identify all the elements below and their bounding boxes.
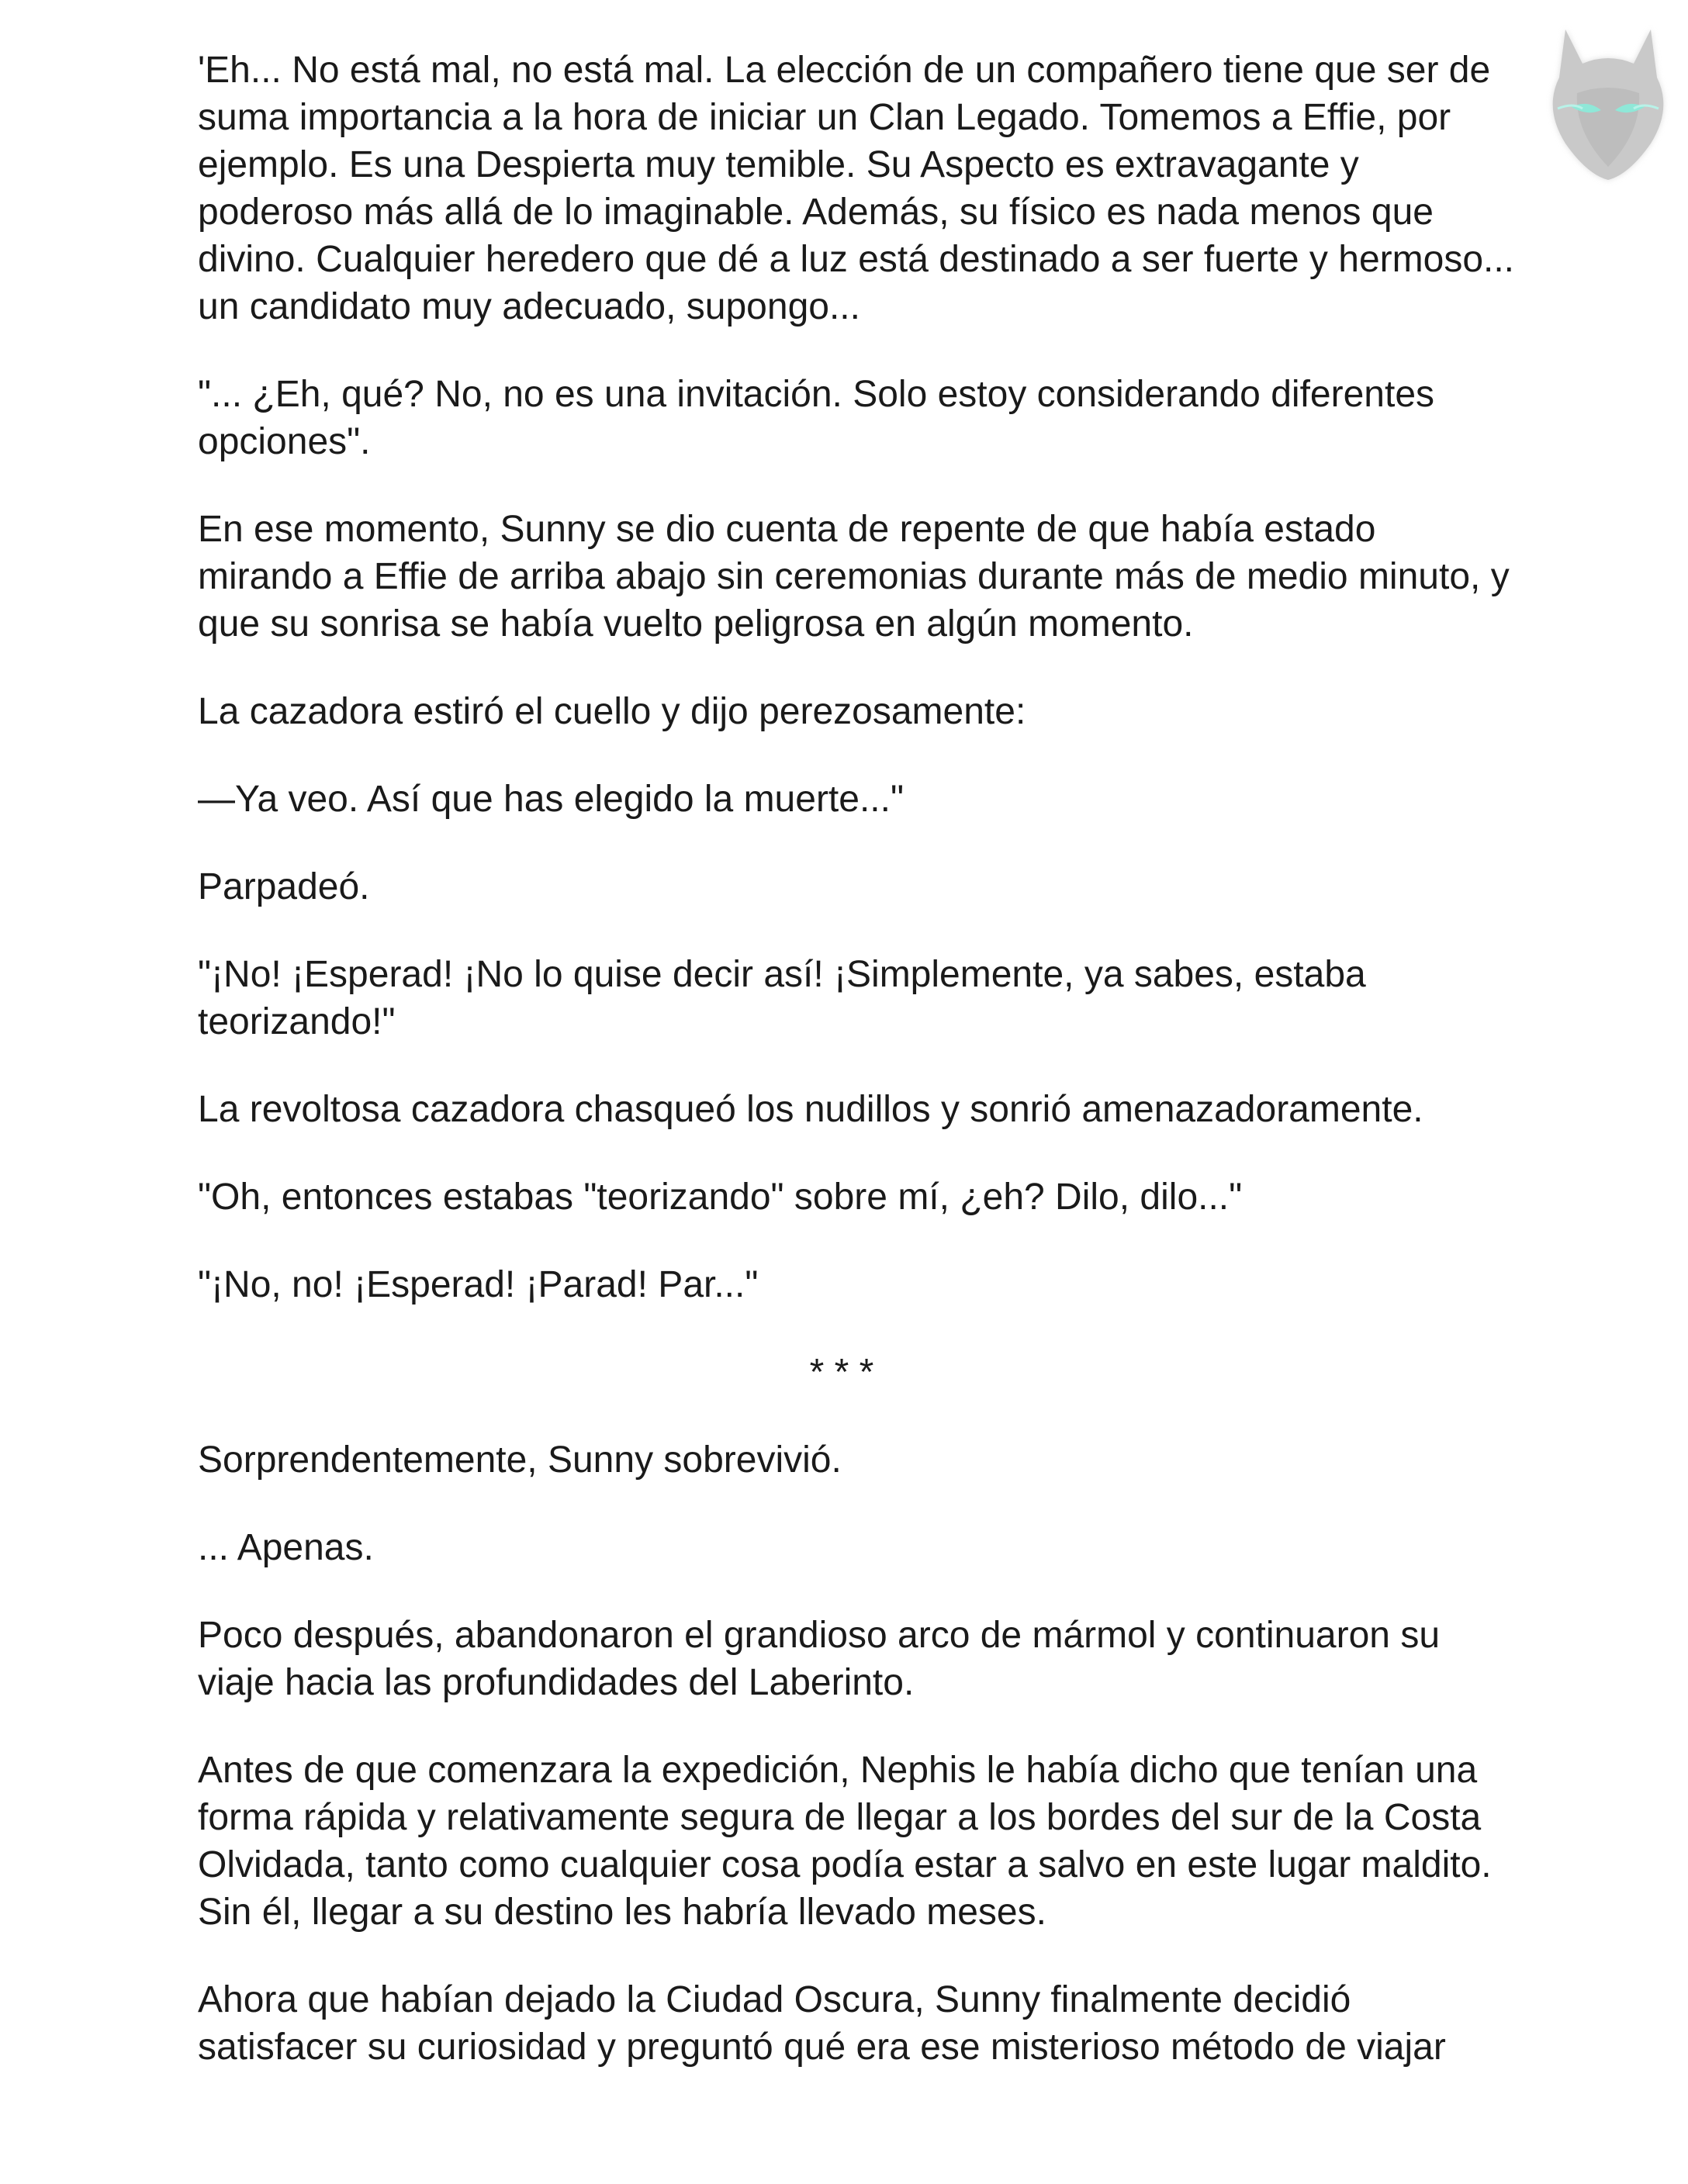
scene-separator: * * *: [809, 1352, 874, 1393]
paragraph: —Ya veo. Así que has elegido la muerte...": [198, 779, 905, 820]
paragraph: 'Eh... No está mal, no está mal. La elección de un compañero tiene que ser de suma importancia a la hora de iniciar un Clan Legado. Tomemos a Effie, por ejemplo. Es una Despierta muy temible. Su Aspecto es extravagante y poderoso más allá de lo imaginable. Además, su físico es nada menos que divino. Cualquier heredero que dé a luz está destinado a ser fuerte y hermoso... un candidato muy adecuado, supongo...: [198, 50, 1515, 327]
paragraph: "Oh, entonces estabas "teorizando" sobre mí, ¿eh? Dilo, dilo...": [198, 1177, 1243, 1218]
paragraph: "¡No, no! ¡Esperad! ¡Parad! Par...": [198, 1264, 759, 1305]
horned-demon-head-icon: [1534, 16, 1682, 186]
text-body: [198, 47, 1517, 2111]
paragraph: ... Apenas.: [198, 1527, 374, 1568]
paragraph: La cazadora estiró el cuello y dijo perezosamente:: [198, 691, 1026, 732]
paragraph: Ahora que habían dejado la Ciudad Oscura, Sunny finalmente decidió satisfacer su curiosidad y preguntó qué era ese misterioso método de viajar: [198, 1979, 1446, 2068]
paragraph: En ese momento, Sunny se dio cuenta de repente de que había estado mirando a Effie de arriba abajo sin ceremonias durante más de medio minuto, y que su sonrisa se había vuelto peligrosa en algún momento.: [198, 509, 1510, 644]
paragraph: Poco después, abandonaron el grandioso arco de mármol y continuaron su viaje hacia las profundidades del Laberinto.: [198, 1615, 1441, 1703]
paragraph: Antes de que comenzara la expedición, Nephis le había dicho que tenían una forma rápida y relativamente segura de llegar a los bordes del sur de la Costa Olvidada, tanto como cualquier cosa podía estar a salvo en este lugar maldito. Sin él, llegar a su destino les habría llevado meses.: [198, 1750, 1492, 1933]
paragraph: "¡No! ¡Esperad! ¡No lo quise decir así! ¡Simplemente, ya sabes, estaba teorizando!": [198, 954, 1366, 1042]
paragraph: "... ¿Eh, qué? No, no es una invitación. Solo estoy considerando diferentes opciones".: [198, 374, 1435, 462]
paragraph: Sorprendentemente, Sunny sobrevivió.: [198, 1439, 842, 1481]
paragraph: Parpadeó.: [198, 866, 370, 907]
paragraph: La revoltosa cazadora chasqueó los nudillos y sonrió amenazadoramente.: [198, 1089, 1423, 1130]
